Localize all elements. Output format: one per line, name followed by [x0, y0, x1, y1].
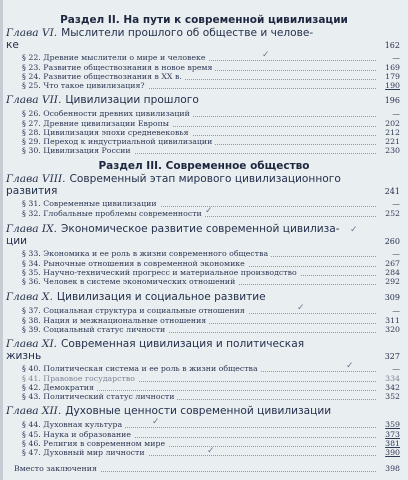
chapter-10-number: Глава X.	[6, 291, 53, 303]
toc-item-41: § 41. Правовое государство 334	[22, 374, 400, 383]
chapter-8-page: 241	[384, 187, 400, 196]
chapter-6-page: 162	[384, 41, 400, 50]
pencil-check-mark-icon: ✓	[207, 446, 215, 456]
chapter-9-title-cont: ции	[6, 235, 27, 247]
chapter-11-number: Глава XI.	[6, 338, 58, 350]
toc-closing: Вместо заключения 398	[14, 464, 400, 473]
chapter-9-number: Глава IX.	[6, 223, 58, 235]
toc-item-46: § 46. Религия в современном мире 381	[22, 439, 400, 448]
chapter-6-heading-cont	[6, 40, 400, 51]
chapter-8-heading	[6, 174, 400, 185]
chapter-9-heading-cont	[6, 236, 400, 247]
chapter-6-title-cont: ке	[6, 39, 19, 51]
toc-item-35: § 35. Научно-технический прогресс и материальное производство 284	[22, 268, 400, 277]
chapter-8-title: Современный этап мирового цивилизационного	[69, 173, 341, 185]
chapter-11-heading	[6, 339, 400, 350]
toc-item-40: § 40. Политическая система и ее роль в жизни общества —	[22, 364, 400, 373]
toc-item-45: § 45. Наука и образование 373	[22, 430, 400, 439]
section-title-3: Раздел III. Современное общество	[98, 160, 310, 172]
toc-item-29: § 29. Переход к индустриальной цивилизации 221	[22, 137, 400, 146]
chapter-12-heading	[6, 406, 400, 417]
toc-item-27: § 27. Древние цивилизации Европы 202	[22, 119, 400, 128]
section-title-2: Раздел II. На пути к современной цивилизации	[60, 14, 348, 26]
toc-item-34: § 34. Рыночные отношения в современной экономике 267	[22, 259, 400, 268]
toc-item-32: § 32. Глобальные проблемы современности 252	[22, 209, 400, 218]
chapter-11-title: Современная цивилизация и политическая	[61, 338, 305, 350]
toc-item-28: § 28. Цивилизация эпохи средневековья 212	[22, 128, 400, 137]
chapter-8-number: Глава VIII.	[6, 173, 66, 185]
toc-item-31: § 31. Современные цивилизации —	[22, 199, 400, 208]
pencil-check-mark-icon: ✓	[262, 50, 270, 60]
toc-item-23: § 23. Развитие обществознания в новое время 169	[22, 63, 400, 72]
pencil-check-mark-icon: ✓	[297, 303, 305, 313]
toc-item-30: § 30. Цивилизация России 230	[22, 146, 400, 155]
chapter-9-title: Экономическое развитие современной цивилиза-	[61, 223, 340, 235]
toc-item-47: § 47. Духовный мир личности 390	[22, 448, 400, 457]
pencil-check-mark-icon: ✓	[152, 417, 160, 427]
chapter-12-title: Духовные ценности современной цивилизации	[65, 405, 332, 417]
chapter-6-title: Мыслители прошлого об обществе и челове-	[61, 27, 314, 39]
pencil-check-mark-icon: ✓	[350, 225, 358, 235]
toc-item-33: § 33. Экономика и ее роль в жизни современного общества —	[22, 249, 400, 258]
chapter-10-title: Цивилизация и социальное развитие	[56, 291, 266, 303]
toc-item-44: § 44. Духовная культура 359	[22, 420, 400, 429]
toc-item-24: § 24. Развитие обществознания в XX в. 179	[22, 72, 400, 81]
toc-item-25: § 25. Что такое цивилизация? 190	[22, 81, 400, 90]
page-edge-shadow	[0, 0, 3, 480]
pencil-check-mark-icon: ✓	[346, 361, 354, 371]
toc-item-39: § 39. Социальный статус личности 320	[22, 325, 400, 334]
toc-item-36: § 36. Человек в системе экономических отношений 292	[22, 277, 400, 286]
chapter-7-page: 196	[384, 96, 400, 105]
chapter-6-heading	[6, 28, 400, 39]
chapter-11-title-cont: жизнь	[6, 350, 42, 362]
chapter-7-number: Глава VII.	[6, 94, 62, 106]
chapter-9-page: 260	[384, 237, 400, 246]
chapter-7-heading	[6, 95, 400, 106]
chapter-10-page: 309	[384, 293, 400, 302]
chapter-11-heading-cont	[6, 351, 400, 362]
chapter-11-page: 327	[384, 352, 400, 361]
chapter-9-heading	[6, 224, 400, 235]
pencil-check-mark-icon: ✓	[205, 206, 213, 216]
toc-item-42: § 42. Демократия 342	[22, 383, 400, 392]
toc-item-22: § 22. Древние мыслители о мире и человеке —	[22, 53, 400, 62]
chapter-8-title-cont: развития	[6, 185, 58, 197]
chapter-7-title: Цивилизации прошлого	[65, 94, 199, 106]
toc-item-37: § 37. Социальная структура и социальные отношения —	[22, 306, 400, 315]
toc-item-43: § 43. Политический статус личности 352	[22, 392, 400, 401]
toc-item-38: § 38. Нация и межнациональные отношения 311	[22, 316, 400, 325]
chapter-12-number: Глава XII.	[6, 405, 62, 417]
chapter-6-number: Глава VI.	[6, 27, 58, 39]
chapter-10-heading	[6, 292, 400, 303]
toc-item-26: § 26. Особенности древних цивилизаций —	[22, 109, 400, 118]
chapter-8-heading-cont	[6, 186, 400, 197]
